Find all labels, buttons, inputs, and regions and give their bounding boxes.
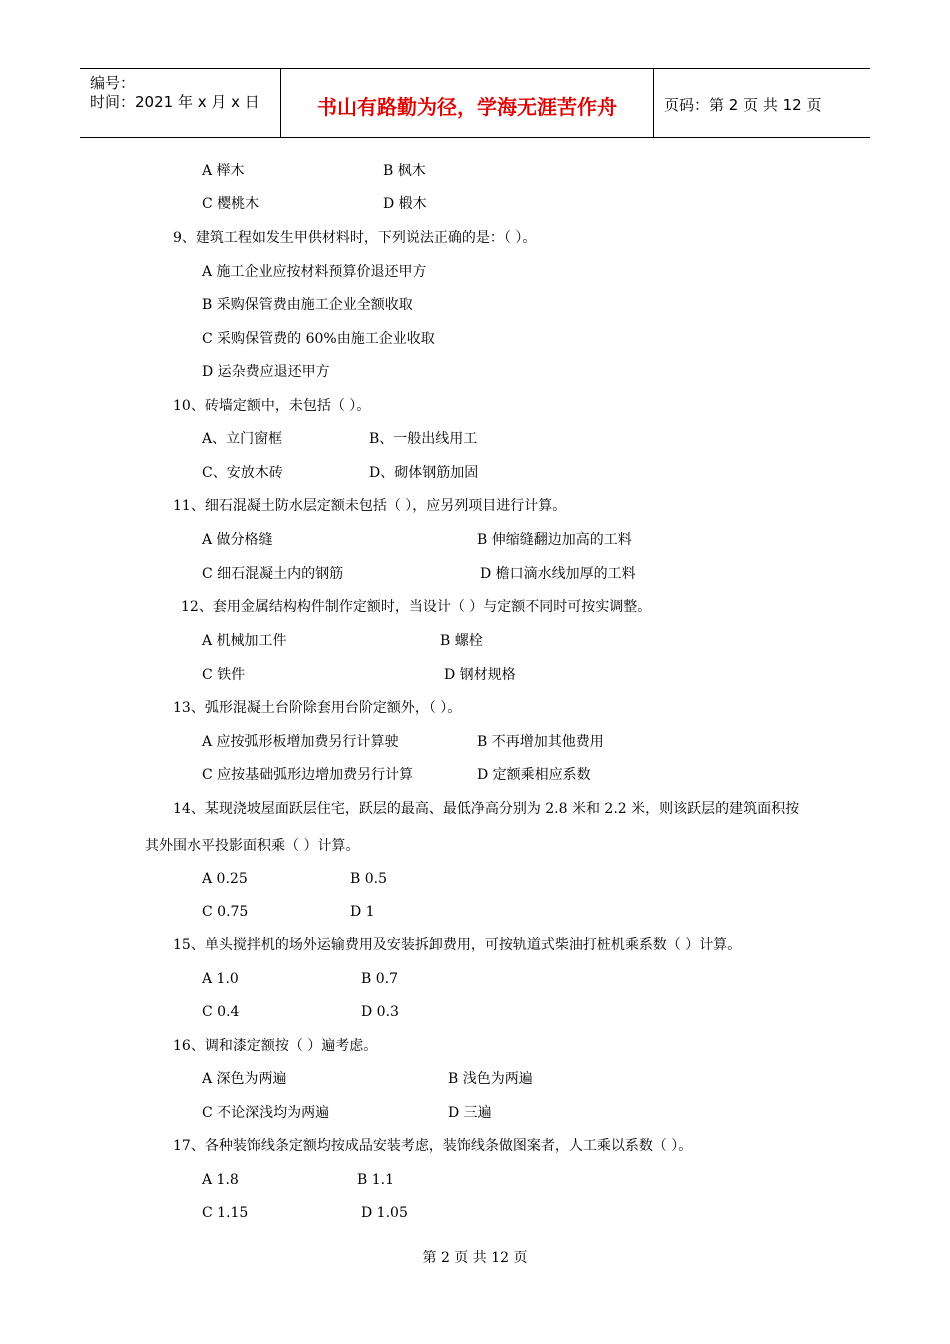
q9-option-b: B 采购保管费由施工企业全额收取: [202, 297, 413, 313]
q11-stem: 11、细石混凝土防水层定额未包括（ ），应另列项目进行计算。: [173, 498, 567, 514]
q15-option-b: B 0.7: [361, 971, 399, 987]
q9-stem: 9、建筑工程如发生甲供材料时，下列说法正确的是：（ ）。: [173, 230, 537, 246]
q17-option-c: C 1.15: [202, 1205, 249, 1221]
q8-option-a: A 榉木: [202, 163, 245, 179]
q12-option-c: C 铁件: [202, 667, 246, 683]
q15-option-d: D 0.3: [361, 1004, 399, 1020]
q11-option-c: C 细石混凝土内的钢筋: [202, 566, 344, 582]
q15-stem: 15、单头搅拌机的场外运输费用及安装拆卸费用，可按轨道式柴油打桩机乘系数（ ）计算。: [173, 937, 742, 953]
motto: 书山有路勤为径，学海无涯苦作舟: [317, 95, 617, 119]
time-label: 时间：2021 年 x 月 x 日: [90, 93, 260, 111]
q14-stem-line2: 其外围水平投影面积乘（ ）计算。: [145, 838, 360, 854]
header-page-cell: [654, 69, 870, 137]
q16-stem: 16、调和漆定额按（ ）遍考虑。: [173, 1038, 378, 1054]
q14-option-c: C 0.75: [202, 904, 249, 920]
q15-option-c: C 0.4: [202, 1004, 240, 1020]
q13-option-d: D 定额乘相应系数: [477, 767, 591, 783]
q12-option-b: B 螺栓: [440, 633, 483, 649]
q17-option-d: D 1.05: [361, 1205, 408, 1221]
q11-option-b: B 伸缩缝翻边加高的工料: [477, 532, 632, 548]
q10-option-c: C、安放木砖: [202, 465, 283, 481]
q9-option-a: A 施工企业应按材料预算价退还甲方: [202, 264, 427, 280]
q11-option-a: A 做分格缝: [202, 532, 273, 548]
q13-option-c: C 应按基础弧形边增加费另行计算: [202, 767, 414, 783]
q12-option-a: A 机械加工件: [202, 633, 287, 649]
q8-option-b: B 枫木: [383, 163, 426, 179]
q16-option-a: A 深色为两遍: [202, 1071, 287, 1087]
page-code: 页码：第 2 页 共 12 页: [664, 96, 822, 114]
q14-option-b: B 0.5: [350, 871, 388, 887]
q13-option-b: B 不再增加其他费用: [477, 734, 604, 750]
q13-option-a: A 应按弧形板增加费另行计算驶: [202, 734, 399, 750]
q10-stem: 10、砖墙定额中，未包括（ ）。: [173, 398, 371, 414]
header-info-cell: [80, 69, 281, 137]
q17-stem: 17、各种装饰线条定额均按成品安装考虑，装饰线条做图案者，人工乘以系数（ ）。: [173, 1138, 693, 1154]
q9-option-d: D 运杂费应退还甲方: [202, 364, 330, 380]
q16-option-b: B 浅色为两遍: [448, 1071, 533, 1087]
serial-label: 编号：: [90, 74, 136, 92]
q10-option-d: D、砌体钢筋加固: [369, 465, 479, 481]
q12-stem: 12、套用金属结构构件制作定额时，当设计（ ）与定额不同时可按实调整。: [181, 599, 652, 615]
q15-option-a: A 1.0: [202, 971, 239, 987]
q16-option-c: C 不论深浅均为两遍: [202, 1105, 330, 1121]
q17-option-a: A 1.8: [202, 1172, 239, 1188]
q14-option-a: A 0.25: [202, 871, 248, 887]
q8-option-d: D 椴木: [383, 196, 427, 212]
q13-stem: 13、弧形混凝土台阶除套用台阶定额外，（ ）。: [173, 700, 462, 716]
q16-option-d: D 三遍: [448, 1105, 492, 1121]
q9-option-c: C 采购保管费的 60%由施工企业收取: [202, 331, 435, 347]
q17-option-b: B 1.1: [357, 1172, 395, 1188]
q10-option-a: A、立门窗框: [202, 431, 283, 447]
page-header: [80, 68, 870, 138]
page-footer: 第 2 页 共 12 页: [422, 1250, 528, 1266]
header-motto-cell: [281, 69, 654, 137]
q14-stem-line1: 14、某现浇坡屋面跃层住宅，跃层的最高、最低净高分别为 2.8 米和 2.2 米，则该跃层的建筑面积按: [173, 801, 800, 817]
q14-option-d: D 1: [350, 904, 375, 920]
q10-option-b: B、一般出线用工: [369, 431, 478, 447]
q11-option-d: D 檐口滴水线加厚的工料: [480, 566, 636, 582]
q8-option-c: C 樱桃木: [202, 196, 260, 212]
q12-option-d: D 钢材规格: [444, 667, 516, 683]
